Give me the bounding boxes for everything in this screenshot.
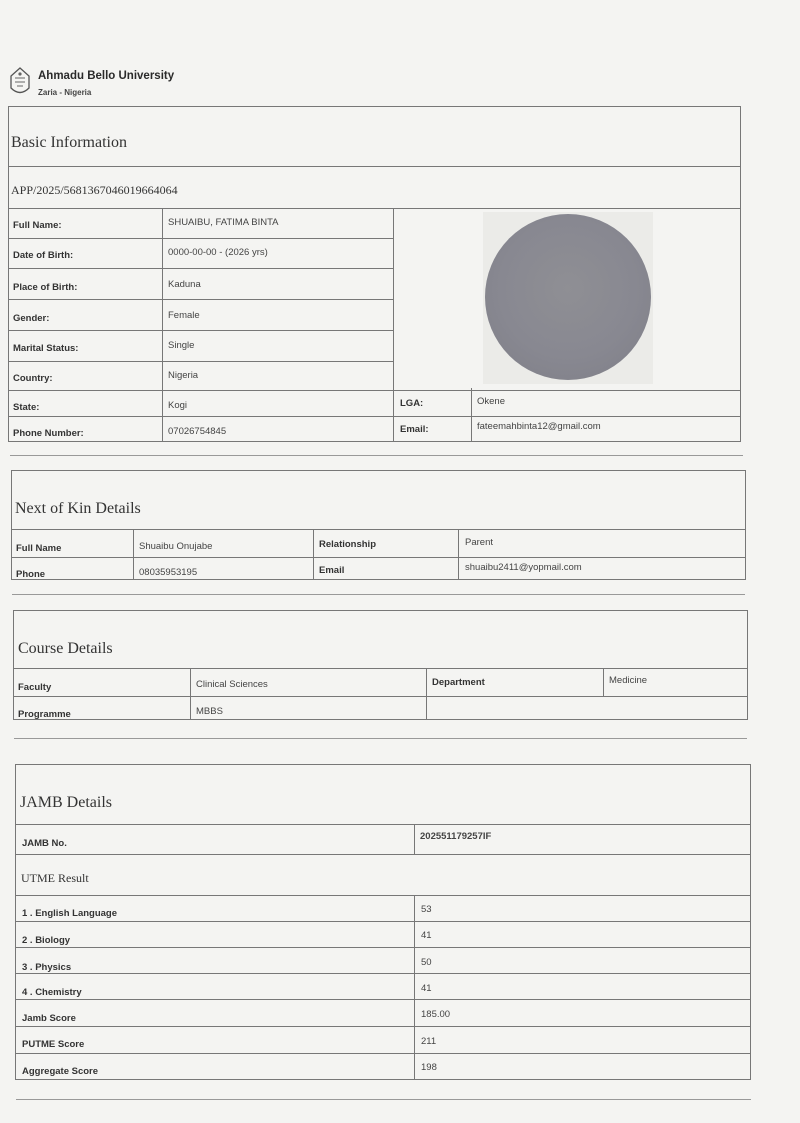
basic-information-title: Basic Information: [11, 134, 127, 151]
divider: [15, 947, 751, 948]
place-of-birth-value: Kaduna: [168, 279, 201, 290]
lga-value: Okene: [477, 396, 505, 407]
jamb-details-title: JAMB Details: [20, 794, 112, 811]
utme-subject-label: 3 . Physics: [22, 962, 72, 973]
divider: [8, 330, 393, 331]
putme-score-value: 211: [421, 1036, 437, 1047]
marital-status-label: Marital Status:: [13, 343, 79, 354]
divider: [15, 973, 751, 974]
utme-subject-label: 4 . Chemistry: [22, 987, 82, 998]
department-value: Medicine: [609, 675, 648, 686]
relationship-value: Parent: [465, 537, 493, 548]
divider: [15, 895, 751, 896]
utme-subject-score: 50: [421, 957, 432, 968]
divider: [458, 529, 459, 580]
kin-email-value: shuaibu2411@yopmail.com: [465, 562, 582, 573]
kin-email-label: Email: [319, 565, 345, 576]
divider: [414, 824, 415, 854]
divider: [393, 208, 394, 442]
divider: [426, 668, 427, 720]
utme-subject-score: 41: [421, 930, 432, 941]
phone-number-value: 07026754845: [168, 426, 227, 437]
jamb-score-label: Jamb Score: [22, 1013, 76, 1024]
date-of-birth-value: 0000-00-00 - (2026 yrs): [168, 247, 268, 258]
jamb-no-label: JAMB No.: [22, 838, 67, 849]
photo-image: [485, 214, 651, 380]
divider: [14, 738, 747, 739]
divider: [15, 1026, 751, 1027]
divider: [133, 529, 134, 580]
divider: [12, 594, 745, 595]
country-value: Nigeria: [168, 370, 199, 381]
divider: [162, 208, 163, 442]
divider: [471, 388, 472, 442]
next-of-kin-section: [11, 470, 746, 580]
passport-photo: [483, 212, 653, 384]
divider: [15, 824, 751, 825]
department-label: Department: [432, 677, 485, 688]
relationship-label: Relationship: [319, 539, 377, 550]
course-details-section: [13, 610, 748, 720]
aggregate-score-value: 198: [421, 1062, 437, 1073]
kin-phone-label: Phone: [16, 569, 46, 580]
kin-phone-value: 08035953195: [139, 567, 198, 578]
divider: [8, 361, 393, 362]
utme-subject-label: 2 . Biology: [22, 935, 71, 946]
utme-result-title: UTME Result: [21, 871, 89, 885]
state-value: Kogi: [168, 400, 188, 411]
faculty-value: Clinical Sciences: [196, 679, 268, 690]
place-of-birth-label: Place of Birth:: [13, 282, 78, 293]
divider: [10, 455, 743, 456]
divider: [11, 557, 746, 558]
divider: [8, 268, 393, 269]
divider: [313, 529, 314, 580]
kin-full-name-label: Full Name: [16, 543, 62, 554]
email-label: Email:: [400, 424, 429, 435]
divider: [16, 1099, 751, 1100]
full-name-value: SHUAIBU, FATIMA BINTA: [168, 217, 279, 228]
university-location: Zaria - Nigeria: [38, 88, 92, 97]
divider: [8, 166, 741, 167]
aggregate-score-label: Aggregate Score: [22, 1066, 99, 1077]
full-name-label: Full Name:: [13, 220, 62, 231]
country-label: Country:: [13, 373, 53, 384]
marital-status-value: Single: [168, 340, 195, 351]
course-details-title: Course Details: [18, 640, 113, 657]
university-crest-icon: [8, 66, 32, 98]
programme-value: MBBS: [196, 706, 223, 717]
kin-full-name-value: Shuaibu Onujabe: [139, 541, 213, 552]
application-id: APP/2025/5681367046019664064: [11, 183, 178, 197]
divider: [15, 1053, 751, 1054]
university-name: Ahmadu Bello University: [38, 70, 175, 82]
divider: [15, 921, 751, 922]
divider: [603, 668, 604, 696]
gender-value: Female: [168, 310, 200, 321]
divider: [15, 999, 751, 1000]
jamb-no-value: 202551179257IF: [420, 831, 492, 842]
divider: [190, 668, 191, 720]
putme-score-label: PUTME Score: [22, 1039, 85, 1050]
divider: [8, 238, 393, 239]
divider: [13, 696, 748, 697]
divider: [8, 299, 393, 300]
divider: [13, 668, 748, 669]
divider: [8, 208, 741, 209]
jamb-score-value: 185.00: [421, 1009, 451, 1020]
email-value: fateemahbinta12@gmail.com: [477, 421, 601, 432]
date-of-birth-label: Date of Birth:: [13, 250, 74, 261]
gender-label: Gender:: [13, 313, 50, 324]
programme-label: Programme: [18, 709, 71, 720]
divider: [8, 416, 741, 417]
jamb-details-section: [15, 764, 751, 1080]
utme-subject-score: 53: [421, 904, 432, 915]
next-of-kin-title: Next of Kin Details: [15, 500, 141, 517]
state-label: State:: [13, 402, 40, 413]
divider: [8, 390, 741, 391]
divider: [15, 854, 751, 855]
utme-subject-score: 41: [421, 983, 432, 994]
lga-label: LGA:: [400, 398, 424, 409]
faculty-label: Faculty: [18, 682, 52, 693]
utme-subject-label: 1 . English Language: [22, 908, 118, 919]
divider: [11, 529, 746, 530]
phone-number-label: Phone Number:: [13, 428, 84, 439]
